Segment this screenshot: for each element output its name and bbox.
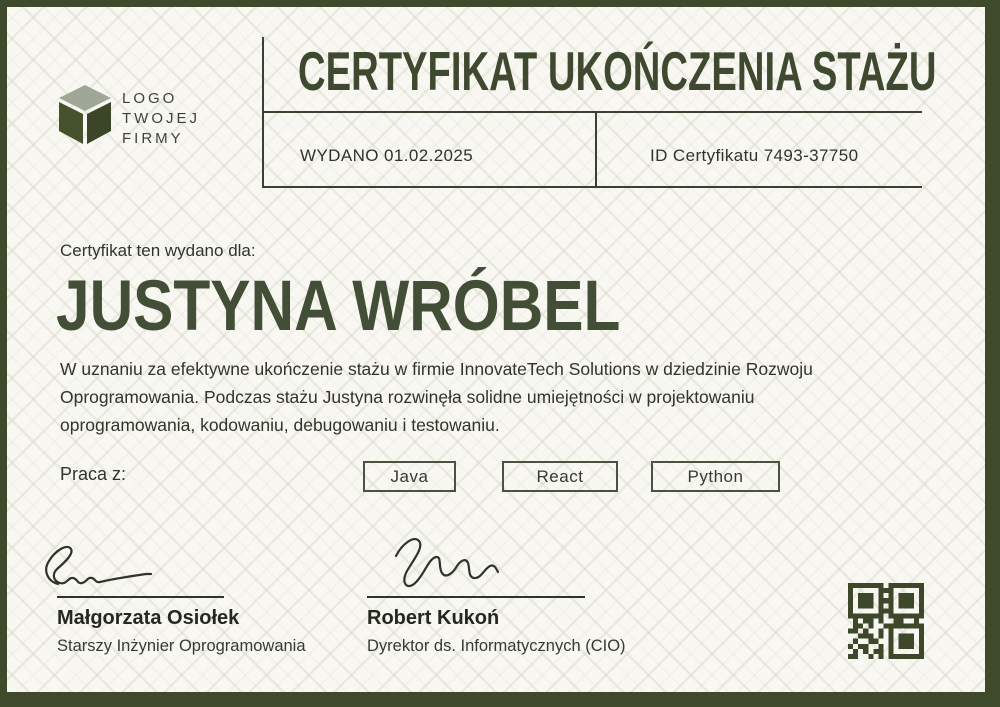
signature-scribble-1 (42, 542, 154, 592)
signatory-title-1: Starszy Inżynier Oprogramowania (57, 637, 306, 655)
signatory-title-2: Dyrektor ds. Informatycznych (CIO) (367, 637, 626, 655)
skill-chip-label: Python (687, 466, 744, 486)
logo-text (122, 89, 200, 149)
header-top-rule (262, 111, 922, 113)
qr-code (848, 583, 924, 659)
signature-line-1 (57, 596, 224, 598)
header-left-rule (262, 37, 264, 188)
cube-logo-icon (58, 84, 112, 145)
skills-label: Praca z: (60, 464, 127, 484)
issue-date: WYDANO 01.02.2025 (300, 146, 474, 165)
skill-chip-label: Java (390, 466, 429, 486)
recipient-intro: Certyfikat ten wydano dla: (60, 241, 256, 260)
logo-line-3: FIRMY (122, 130, 184, 147)
skill-chip-react (502, 461, 618, 492)
signatory-name-1: Małgorzata Osiołek (57, 607, 240, 629)
certificate-title: CERTYFIKAT UKOŃCZENIA STAŻU (298, 40, 937, 102)
logo-line-2: TWOJEJ (122, 110, 200, 127)
certificate-description: W uznaniu za efektywne ukończenie stażu w firmie InnovateTech Solutions w dziedzinie Rozwoju Oprogramowania. Podczas stażu Justyna rozwinęła solidne umiejętności w projektowaniu oprogramowania, kodowaniu, debugowaniu i testowaniu. (60, 359, 813, 435)
certificate-id: ID Certyfikatu 7493-37750 (650, 146, 859, 165)
skill-chip-java (363, 461, 456, 492)
header-bottom-rule (262, 186, 922, 188)
skill-chip-label: React (536, 466, 584, 486)
signature-line-2 (367, 596, 585, 598)
logo-line-1: LOGO (122, 90, 178, 107)
signatory-name-2: Robert Kukoń (367, 607, 500, 629)
header-middle-rule (595, 111, 597, 187)
skill-chip-python (651, 461, 780, 492)
recipient-name: JUSTYNA WRÓBEL (56, 267, 621, 346)
signature-scribble-2 (388, 534, 508, 592)
